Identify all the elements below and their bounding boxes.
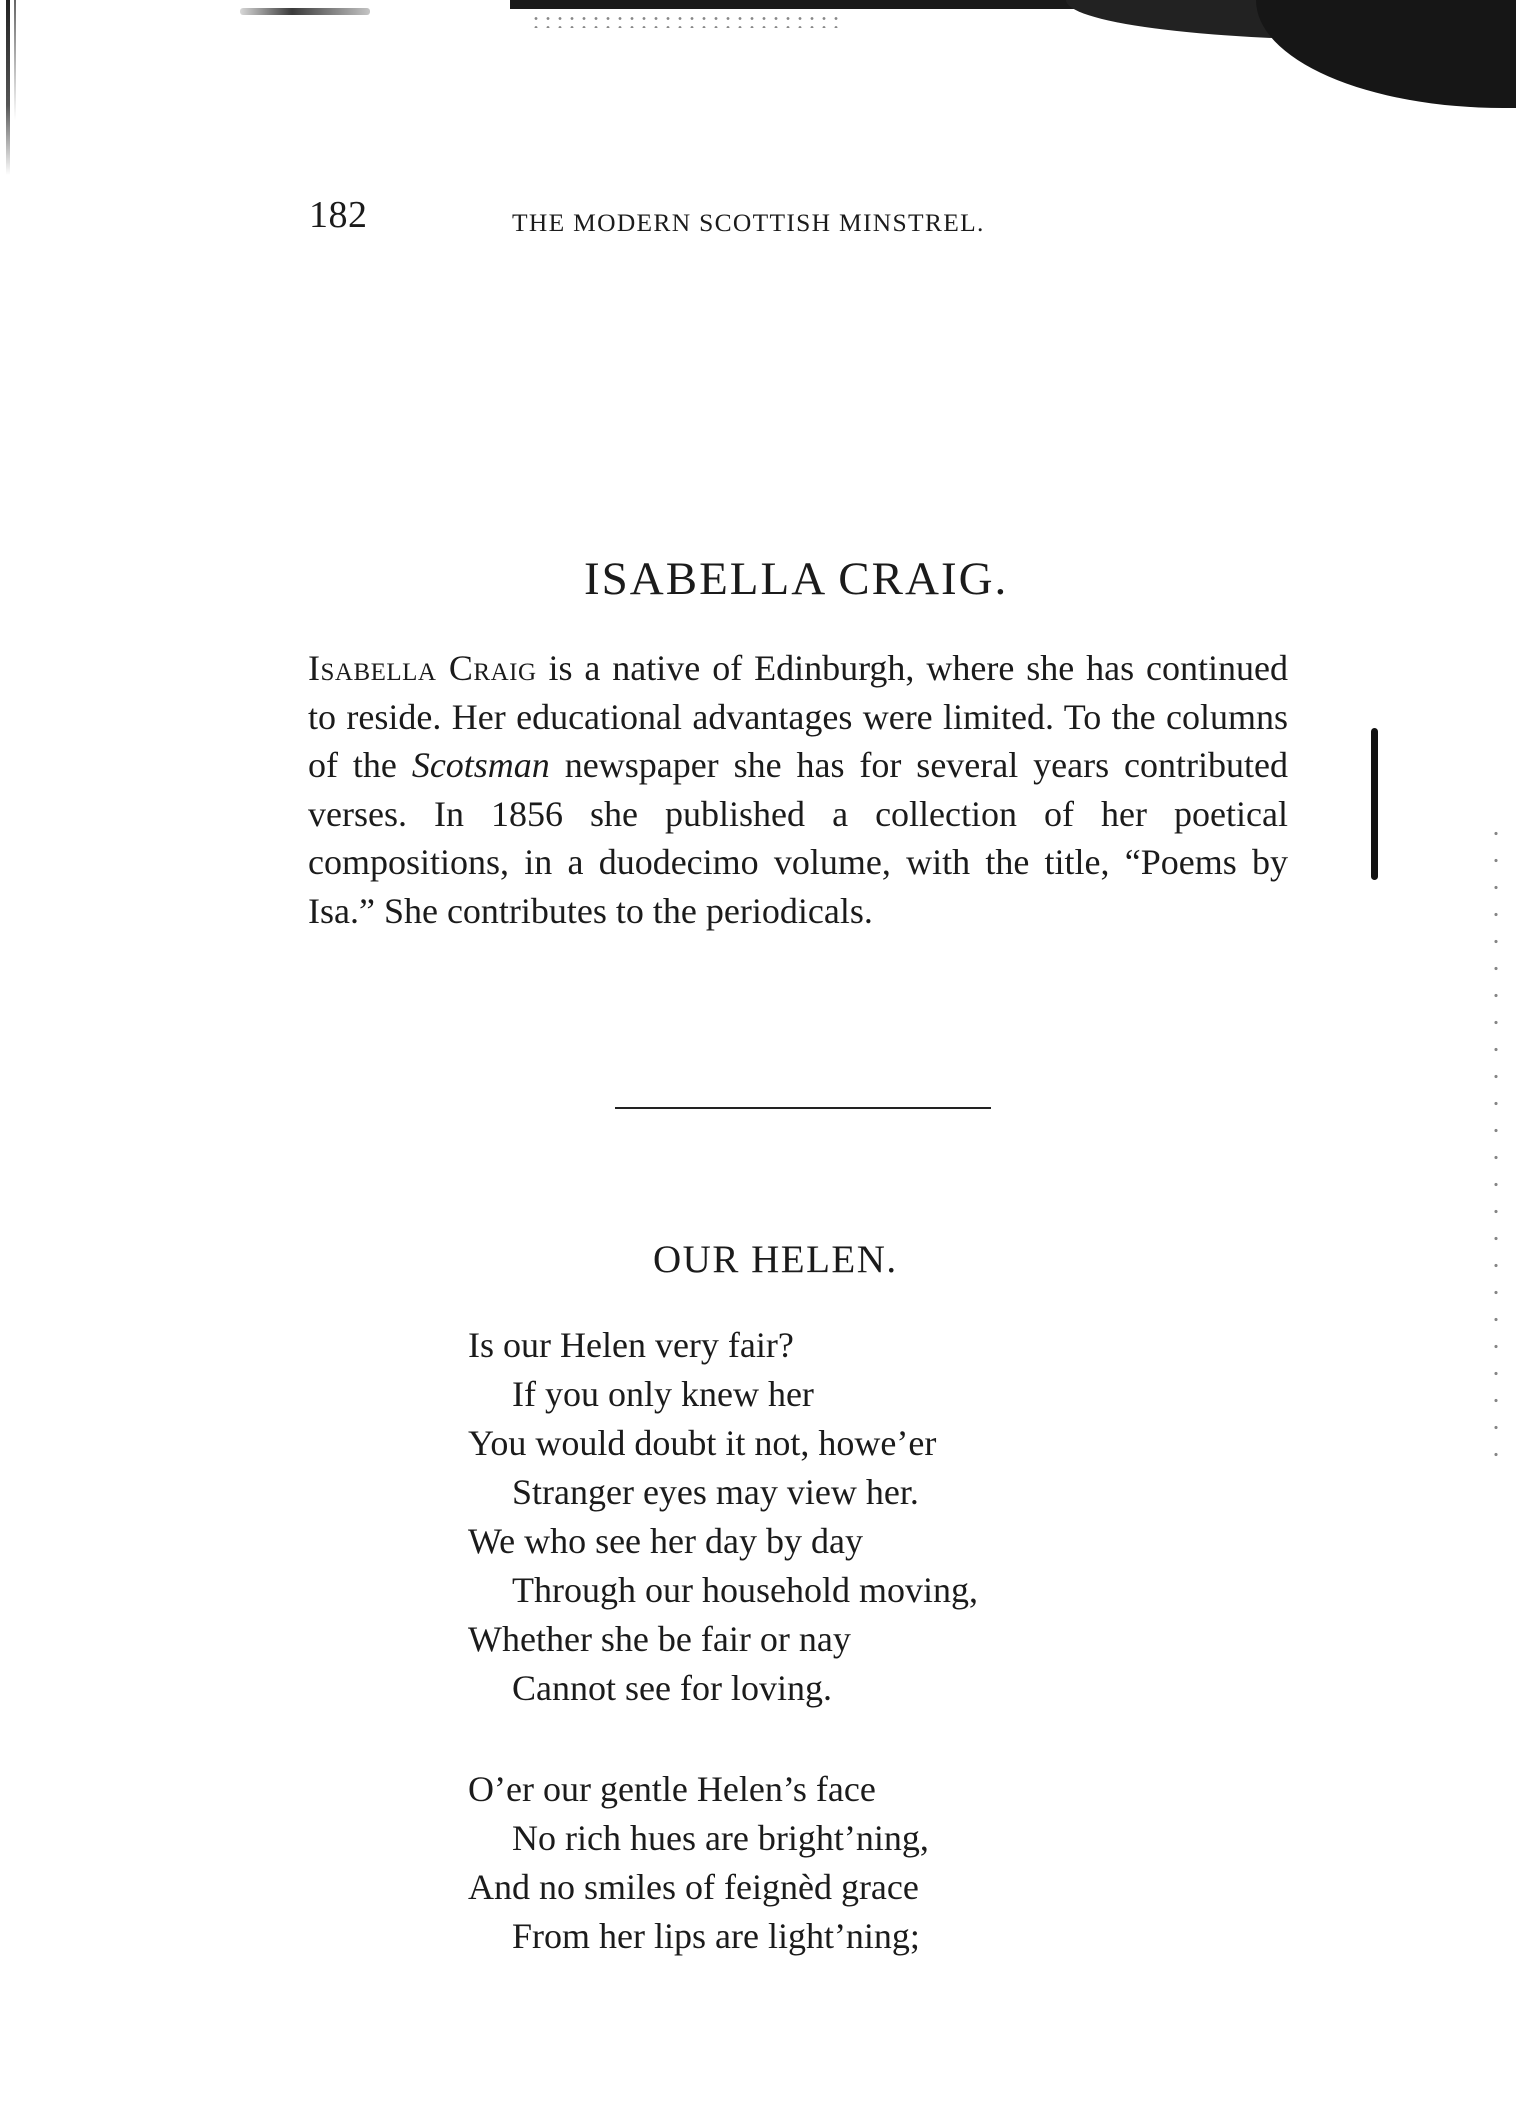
poem-stanza [468, 1321, 978, 1713]
ink-mark [1371, 728, 1378, 880]
poem-line: You would doubt it not, howe’er [468, 1423, 937, 1463]
poem-line: And no smiles of feignèd grace [468, 1867, 919, 1907]
scan-specks [1492, 820, 1500, 1470]
poem-line: Through our household moving, [512, 1570, 978, 1610]
author-name: Isabella Craig [308, 648, 537, 688]
poem-line: From her lips are light’ning; [512, 1916, 920, 1956]
poem-line: Stranger eyes may view her. [512, 1472, 919, 1512]
bio-text: newspaper she has for several years contributed verses. In 1856 she published a collection of her poetical compositions, in a duodecimo volume, with the title, “Poems by Isa.” She contributes to the periodicals. [308, 745, 1288, 931]
poem-line: O’er our gentle Helen’s face [468, 1769, 876, 1809]
poem-title: OUR HELEN. [653, 1238, 898, 1281]
scan-edge-shadow [14, 0, 16, 120]
poem-line: Cannot see for loving. [512, 1668, 832, 1708]
biography-paragraph [308, 644, 1288, 936]
section-divider [615, 1107, 991, 1109]
poem-stanza [468, 1765, 929, 1961]
poem-line: If you only knew her [512, 1374, 814, 1414]
poem-line: No rich hues are bright’ning, [512, 1818, 929, 1858]
scan-smudge [240, 8, 370, 15]
poem-line: Is our Helen very fair? [468, 1325, 794, 1365]
article-title: ISABELLA CRAIG. [584, 553, 1009, 605]
running-head: THE MODERN SCOTTISH MINSTREL. [512, 208, 985, 237]
newspaper-name: Scotsman [411, 745, 550, 786]
poem-line: Whether she be fair or nay [468, 1619, 851, 1659]
poem-line: We who see her day by day [468, 1521, 863, 1561]
bio-text: is a native of Edinburgh, where she has continued to reside. Her educational advantages were limited. To the columns of the [308, 648, 1289, 786]
scan-specks [530, 14, 840, 28]
scan-corner-shadow [1256, 0, 1516, 108]
page-number: 182 [309, 194, 368, 236]
scan-edge-shadow [6, 0, 10, 175]
